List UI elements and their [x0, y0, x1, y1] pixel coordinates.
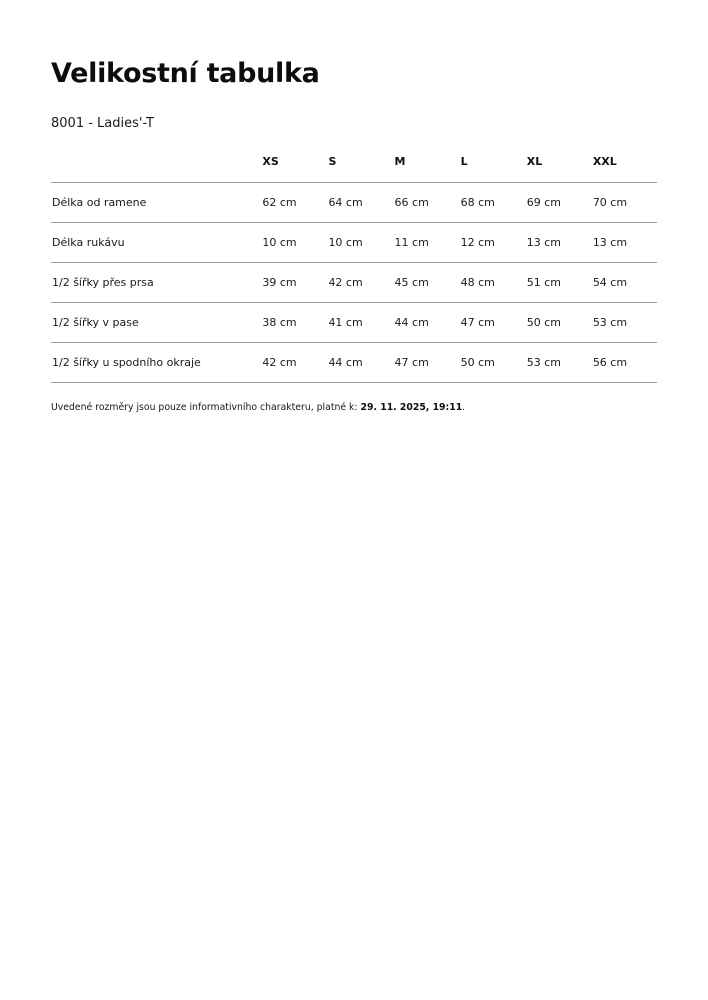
- table-cell: 50 cm: [459, 342, 525, 382]
- validity-note: [51, 401, 465, 415]
- table-cell: 39 cm: [260, 262, 326, 302]
- table-row: [51, 222, 657, 262]
- row-label: Délka rukávu: [51, 222, 260, 262]
- table-cell: 48 cm: [459, 262, 525, 302]
- size-table: [51, 142, 657, 383]
- size-header-xxl: XXL: [591, 142, 657, 182]
- table-cell: 13 cm: [525, 222, 591, 262]
- table-cell: 11 cm: [393, 222, 459, 262]
- table-cell: 42 cm: [326, 262, 392, 302]
- size-header-s: S: [326, 142, 392, 182]
- table-cell: 69 cm: [525, 182, 591, 222]
- table-cell: 13 cm: [591, 222, 657, 262]
- table-cell: 45 cm: [393, 262, 459, 302]
- table-cell: 38 cm: [260, 302, 326, 342]
- table-cell: 47 cm: [393, 342, 459, 382]
- table-row: [51, 262, 657, 302]
- table-row: [51, 182, 657, 222]
- table-cell: 10 cm: [260, 222, 326, 262]
- table-row: [51, 302, 657, 342]
- note-end: .: [462, 402, 466, 413]
- table-cell: 56 cm: [591, 342, 657, 382]
- table-cell: 64 cm: [326, 182, 392, 222]
- note-text: Uvedené rozměry jsou pouze informativního charakteru, platné k:: [51, 402, 361, 413]
- row-label: 1/2 šířky v pase: [51, 302, 260, 342]
- page-title: Velikostní tabulka: [51, 58, 320, 89]
- size-header-l: L: [459, 142, 525, 182]
- table-cell: 51 cm: [525, 262, 591, 302]
- table-cell: 70 cm: [591, 182, 657, 222]
- table-cell: 66 cm: [393, 182, 459, 222]
- header-empty-cell: [51, 142, 260, 182]
- table-cell: 53 cm: [525, 342, 591, 382]
- table-cell: 50 cm: [525, 302, 591, 342]
- row-label: 1/2 šířky u spodního okraje: [51, 342, 260, 382]
- table-cell: 41 cm: [326, 302, 392, 342]
- table-cell: 47 cm: [459, 302, 525, 342]
- row-label: 1/2 šířky přes prsa: [51, 262, 260, 302]
- table-header-row: [51, 142, 657, 182]
- table-cell: 62 cm: [260, 182, 326, 222]
- table-cell: 12 cm: [459, 222, 525, 262]
- table-cell: 54 cm: [591, 262, 657, 302]
- table-cell: 42 cm: [260, 342, 326, 382]
- table-cell: 68 cm: [459, 182, 525, 222]
- table-cell: 44 cm: [326, 342, 392, 382]
- table-cell: 53 cm: [591, 302, 657, 342]
- table-row: [51, 342, 657, 382]
- product-name: 8001 - Ladies'-T: [51, 116, 154, 131]
- size-header-m: M: [393, 142, 459, 182]
- table-cell: 44 cm: [393, 302, 459, 342]
- table-cell: 10 cm: [326, 222, 392, 262]
- size-header-xl: XL: [525, 142, 591, 182]
- size-header-xs: XS: [260, 142, 326, 182]
- note-date: 29. 11. 2025, 19:11: [360, 402, 463, 413]
- row-label: Délka od ramene: [51, 182, 260, 222]
